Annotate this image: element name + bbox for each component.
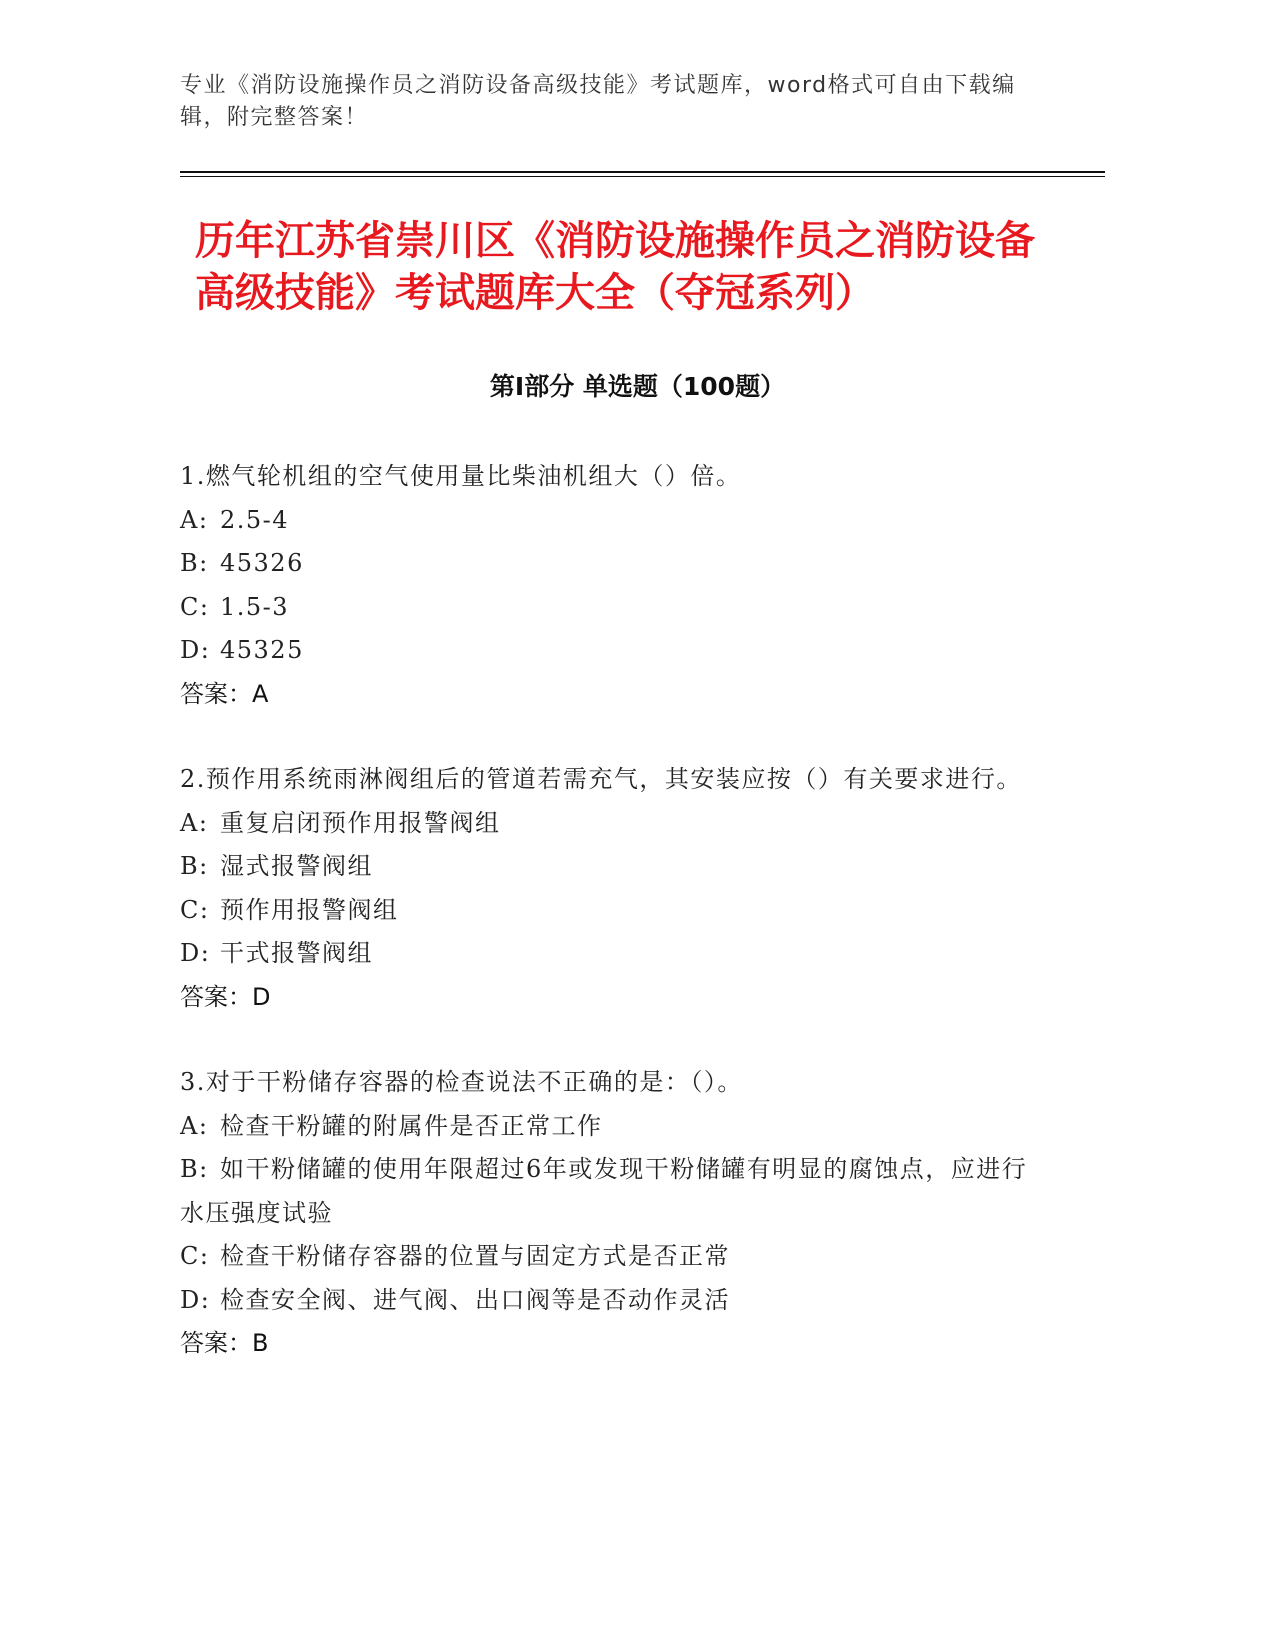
question-stem: 3.对于干粉储存容器的检查说法不正确的是：（）。 bbox=[180, 1068, 743, 1096]
section-title: 第Ⅰ部分 单选题（100题） bbox=[489, 372, 786, 401]
option-text: 1.5-3 bbox=[220, 592, 290, 621]
option-c bbox=[180, 889, 1040, 933]
option-b bbox=[180, 542, 1040, 586]
question-3 bbox=[180, 1061, 1040, 1366]
option-letter: C: bbox=[180, 592, 210, 621]
option-text: 45326 bbox=[220, 549, 304, 577]
answer: 答案：A bbox=[180, 679, 269, 708]
option-letter: C: bbox=[180, 895, 210, 924]
question-2 bbox=[180, 758, 1040, 1019]
option-c bbox=[180, 586, 1040, 630]
answer: 答案：B bbox=[180, 1329, 269, 1357]
question-1 bbox=[180, 455, 1040, 716]
option-letter: B: bbox=[180, 549, 209, 577]
option-text: 45325 bbox=[220, 636, 304, 664]
option-text: 干式报警阀组 bbox=[220, 939, 373, 967]
option-a bbox=[180, 499, 1040, 543]
question-stem: 1.燃气轮机组的空气使用量比柴油机组大（）倍。 bbox=[180, 462, 742, 490]
option-letter: B: bbox=[180, 852, 209, 880]
option-letter: D: bbox=[180, 1285, 211, 1314]
option-letter: A: bbox=[180, 1111, 209, 1140]
header-rule-thick bbox=[180, 171, 1105, 173]
header-note: 专业《消防设施操作员之消防设备高级技能》考试题库，word格式可自由下载编辑，附完整答案！ bbox=[180, 73, 1016, 130]
option-text: 检查干粉罐的附属件是否正常工作 bbox=[220, 1111, 603, 1140]
option-letter: A: bbox=[180, 808, 209, 837]
option-d bbox=[180, 1279, 1040, 1323]
answer: 答案：D bbox=[180, 982, 271, 1011]
option-d bbox=[180, 629, 1040, 673]
document-title: 历年江苏省崇川区《消防设施操作员之消防设备高级技能》考试题库大全（夺冠系列） bbox=[195, 218, 1035, 316]
question-list bbox=[180, 455, 1040, 1408]
option-text: 预作用报警阀组 bbox=[220, 895, 399, 924]
option-text: 检查干粉储存容器的位置与固定方式是否正常 bbox=[220, 1242, 730, 1270]
option-letter: A: bbox=[180, 505, 209, 534]
option-letter: D: bbox=[180, 939, 211, 967]
option-c bbox=[180, 1235, 1040, 1279]
option-a bbox=[180, 802, 1040, 846]
option-b bbox=[180, 845, 1040, 889]
header-rule-thin bbox=[180, 176, 1105, 177]
option-text: 重复启闭预作用报警阀组 bbox=[220, 808, 501, 837]
option-letter: C: bbox=[180, 1242, 210, 1270]
option-letter: B: bbox=[180, 1155, 209, 1183]
option-text: 湿式报警阀组 bbox=[220, 852, 373, 880]
option-text: 如干粉储罐的使用年限超过6年或发现干粉储罐有明显的腐蚀点，应进行水压强度试验 bbox=[180, 1155, 1028, 1227]
question-stem: 2.预作用系统雨淋阀组后的管道若需充气，其安装应按（）有关要求进行。 bbox=[180, 765, 1022, 793]
option-text: 2.5-4 bbox=[220, 505, 290, 534]
option-b bbox=[180, 1148, 1040, 1235]
option-text: 检查安全阀、进气阀、出口阀等是否动作灵活 bbox=[220, 1285, 730, 1314]
option-letter: D: bbox=[180, 636, 211, 664]
option-d bbox=[180, 932, 1040, 976]
option-a bbox=[180, 1105, 1040, 1149]
